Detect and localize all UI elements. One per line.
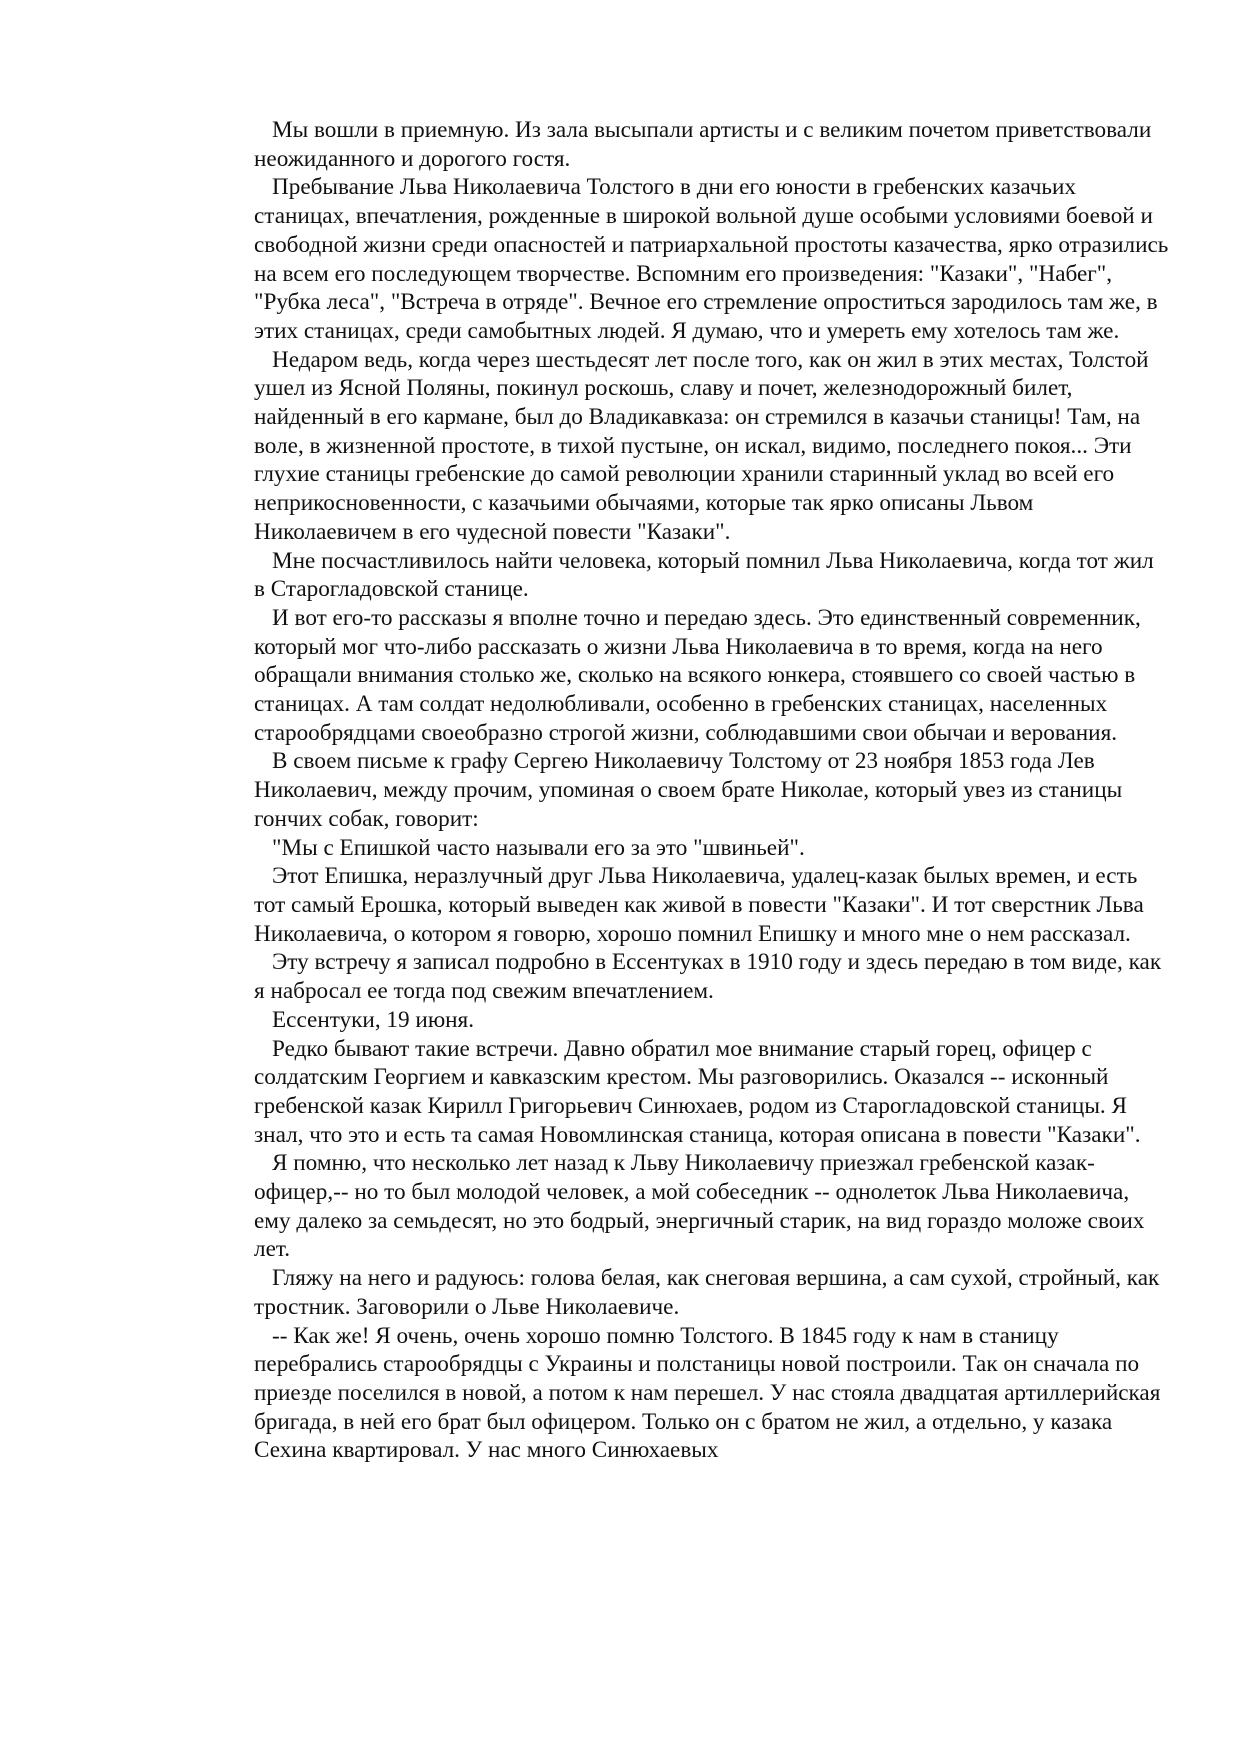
paragraph: -- Как же! Я очень, очень хорошо помню Толстого. В 1845 году к нам в станицу перебрались старообрядцы с Украины и полстаницы новой построили. Так он сначала по приезде поселился в новой, а потом к нам перешел. У нас стояла двадцатая артиллерийская бригада, в ней его брат был офицером. Только он с братом не жил, а отдельно, у казака Сехина квартировал. У нас много Синюхаевых [254,1322,1161,1464]
paragraph: В своем письме к графу Сергею Николаевичу Толстому от 23 ноября 1853 года Лев Николаевич, между прочим, упоминая о своем брате Николае, который увез из станицы гончих собак, говорит: [254,748,1123,832]
paragraph: Пребывание Льва Николаевича Толстого в дни его юности в гребенских казачьих станицах, впечатления, рожденные в широкой вольной душе особыми условиями боевой и свободной жизни среди опасностей и патриархальной простоты казачества, ярко отразились на всем его последующем творчестве. Вспомним его произведения: "Казаки", "Набег", "Рубка леса", "Встреча в отряде". Вечное его стремление опроститься зародилось там же, в этих станицах, среди самобытных людей. Я думаю, что и умереть ему хотелось там же. [254,174,1169,344]
paragraph: И вот его-то рассказы я вполне точно и передаю здесь. Это единственный современник, который мог что-либо рассказать о жизни Льва Николаевича в то время, когда на него обращали внимания столько же, сколько на всякого юнкера, стоявшего со своей частью в станицах. А там солдат недолюбливали, особенно в гребенских станицах, населенных старообрядцами своеобразно строгой жизни, соблюдавшими свои обычаи и верования. [254,604,1141,746]
paragraph: Гляжу на него и радуюсь: голова белая, как снеговая вершина, а сам сухой, стройный, как тростник. Заговорили о Льве Николаевиче. [254,1265,1160,1320]
paragraph: Ессентуки, 19 июня. [272,1006,475,1033]
paragraph: Я помню, что несколько лет назад к Льву Николаевичу приезжал гребенской казак-офицер,-- но то был молодой человек, а мой собеседник -- однолеток Льва Николаевича, ему далеко за семьдесят, но это бодрый, энергичный старик, на вид гораздо моложе своих лет. [254,1150,1145,1263]
paragraph: Недаром ведь, когда через шестьдесят лет после того, как он жил в этих местах, Толстой ушел из Ясной Поляны, покинул роскошь, славу и почет, железнодорожный билет, найденный в его кармане, был до Владикавказа: он стремился в казачьи станицы! Там, на воле, в жизненной простоте, в тихой пустыне, он искал, видимо, последнего покоя... Эти глухие станицы гребенские до самой революции хранили старинный уклад во всей его неприкосновенности, с казачьими обычаями, которые так ярко описаны Львом Николаевичем в его чудесной повести "Казаки". [254,346,1149,545]
paragraph: Эту встречу я записал подробно в Ессентуках в 1910 году и здесь передаю в том виде, как я набросал ее тогда под свежим впечатлением. [254,949,1162,1005]
document-body [254,116,1169,1465]
paragraph: Этот Епишка, неразлучный друг Льва Николаевича, удалец-казак былых времен, и есть тот самый Ерошка, который выведен как живой в повести "Казаки". И тот сверстник Льва Николаевича, о котором я говорю, хорошо помнил Епишку и много мне о нем рассказал. [254,863,1144,947]
paragraph: Редко бывают такие встречи. Давно обратил мое внимание старый горец, офицер с солдатским Георгием и кавказским крестом. Мы разговорились. Оказался -- исконный гребенской казак Кирилл Григорьевич Синюхаев, родом из Старогладовской станицы. Я знал, что это и есть та самая Новомлинская станица, которая описана в повести "Казаки". [254,1035,1141,1148]
paragraph: "Мы с Епишкой часто называли его за это "швиньей". [272,834,805,861]
paragraph: Мне посчастливилось найти человека, который помнил Льва Николаевича, когда тот жил в Старогладовской станице. [254,547,1154,603]
paragraph: Мы вошли в приемную. Из зала высыпали артисты и с великим почетом приветствовали неожиданного и дорогого гостя. [254,117,1152,172]
